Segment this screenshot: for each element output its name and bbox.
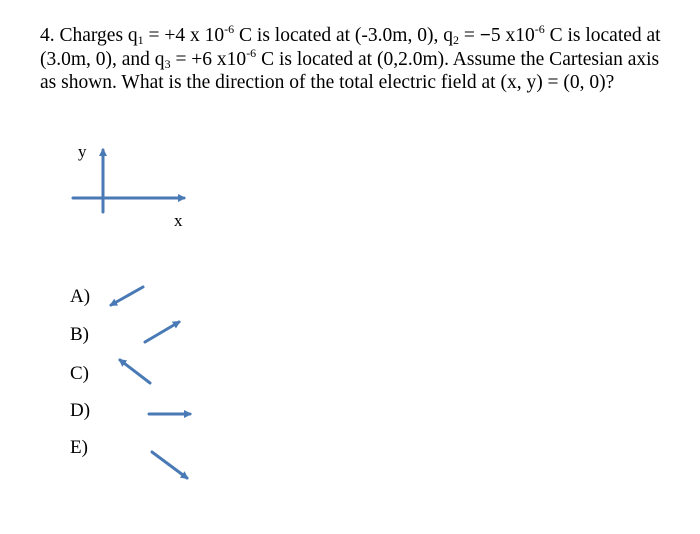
choice-b-arrow [145, 322, 179, 342]
question-number: 4. [40, 25, 55, 46]
choice-d-label: D) [70, 400, 91, 421]
question-text: 4. Charges $q_1 = +4$ x $10^{-6}$ C is located at (-3.0m, 0), $q_2 = -5$ $x10^{-6}$ C is located at (3.0m, 0), and $q_3 = +6$ $x10^{-6}$ C is located at (0,2.0m). Assume the Cartesian axis as shown. What is the direction of the total electric field at (x, y) = (0, 0)? [40, 22, 661, 93]
y-axis-label: y [78, 142, 87, 161]
choice-a-label: A) [70, 286, 91, 307]
choice-c-label: C) [70, 363, 89, 384]
choice-c-arrow [120, 360, 150, 383]
x-axis-label: x [174, 211, 183, 230]
choice-e-label: E) [70, 437, 88, 458]
choice-a-arrow [111, 287, 143, 305]
choice-b-label: B) [70, 324, 89, 345]
choice-e-arrow [152, 452, 187, 478]
